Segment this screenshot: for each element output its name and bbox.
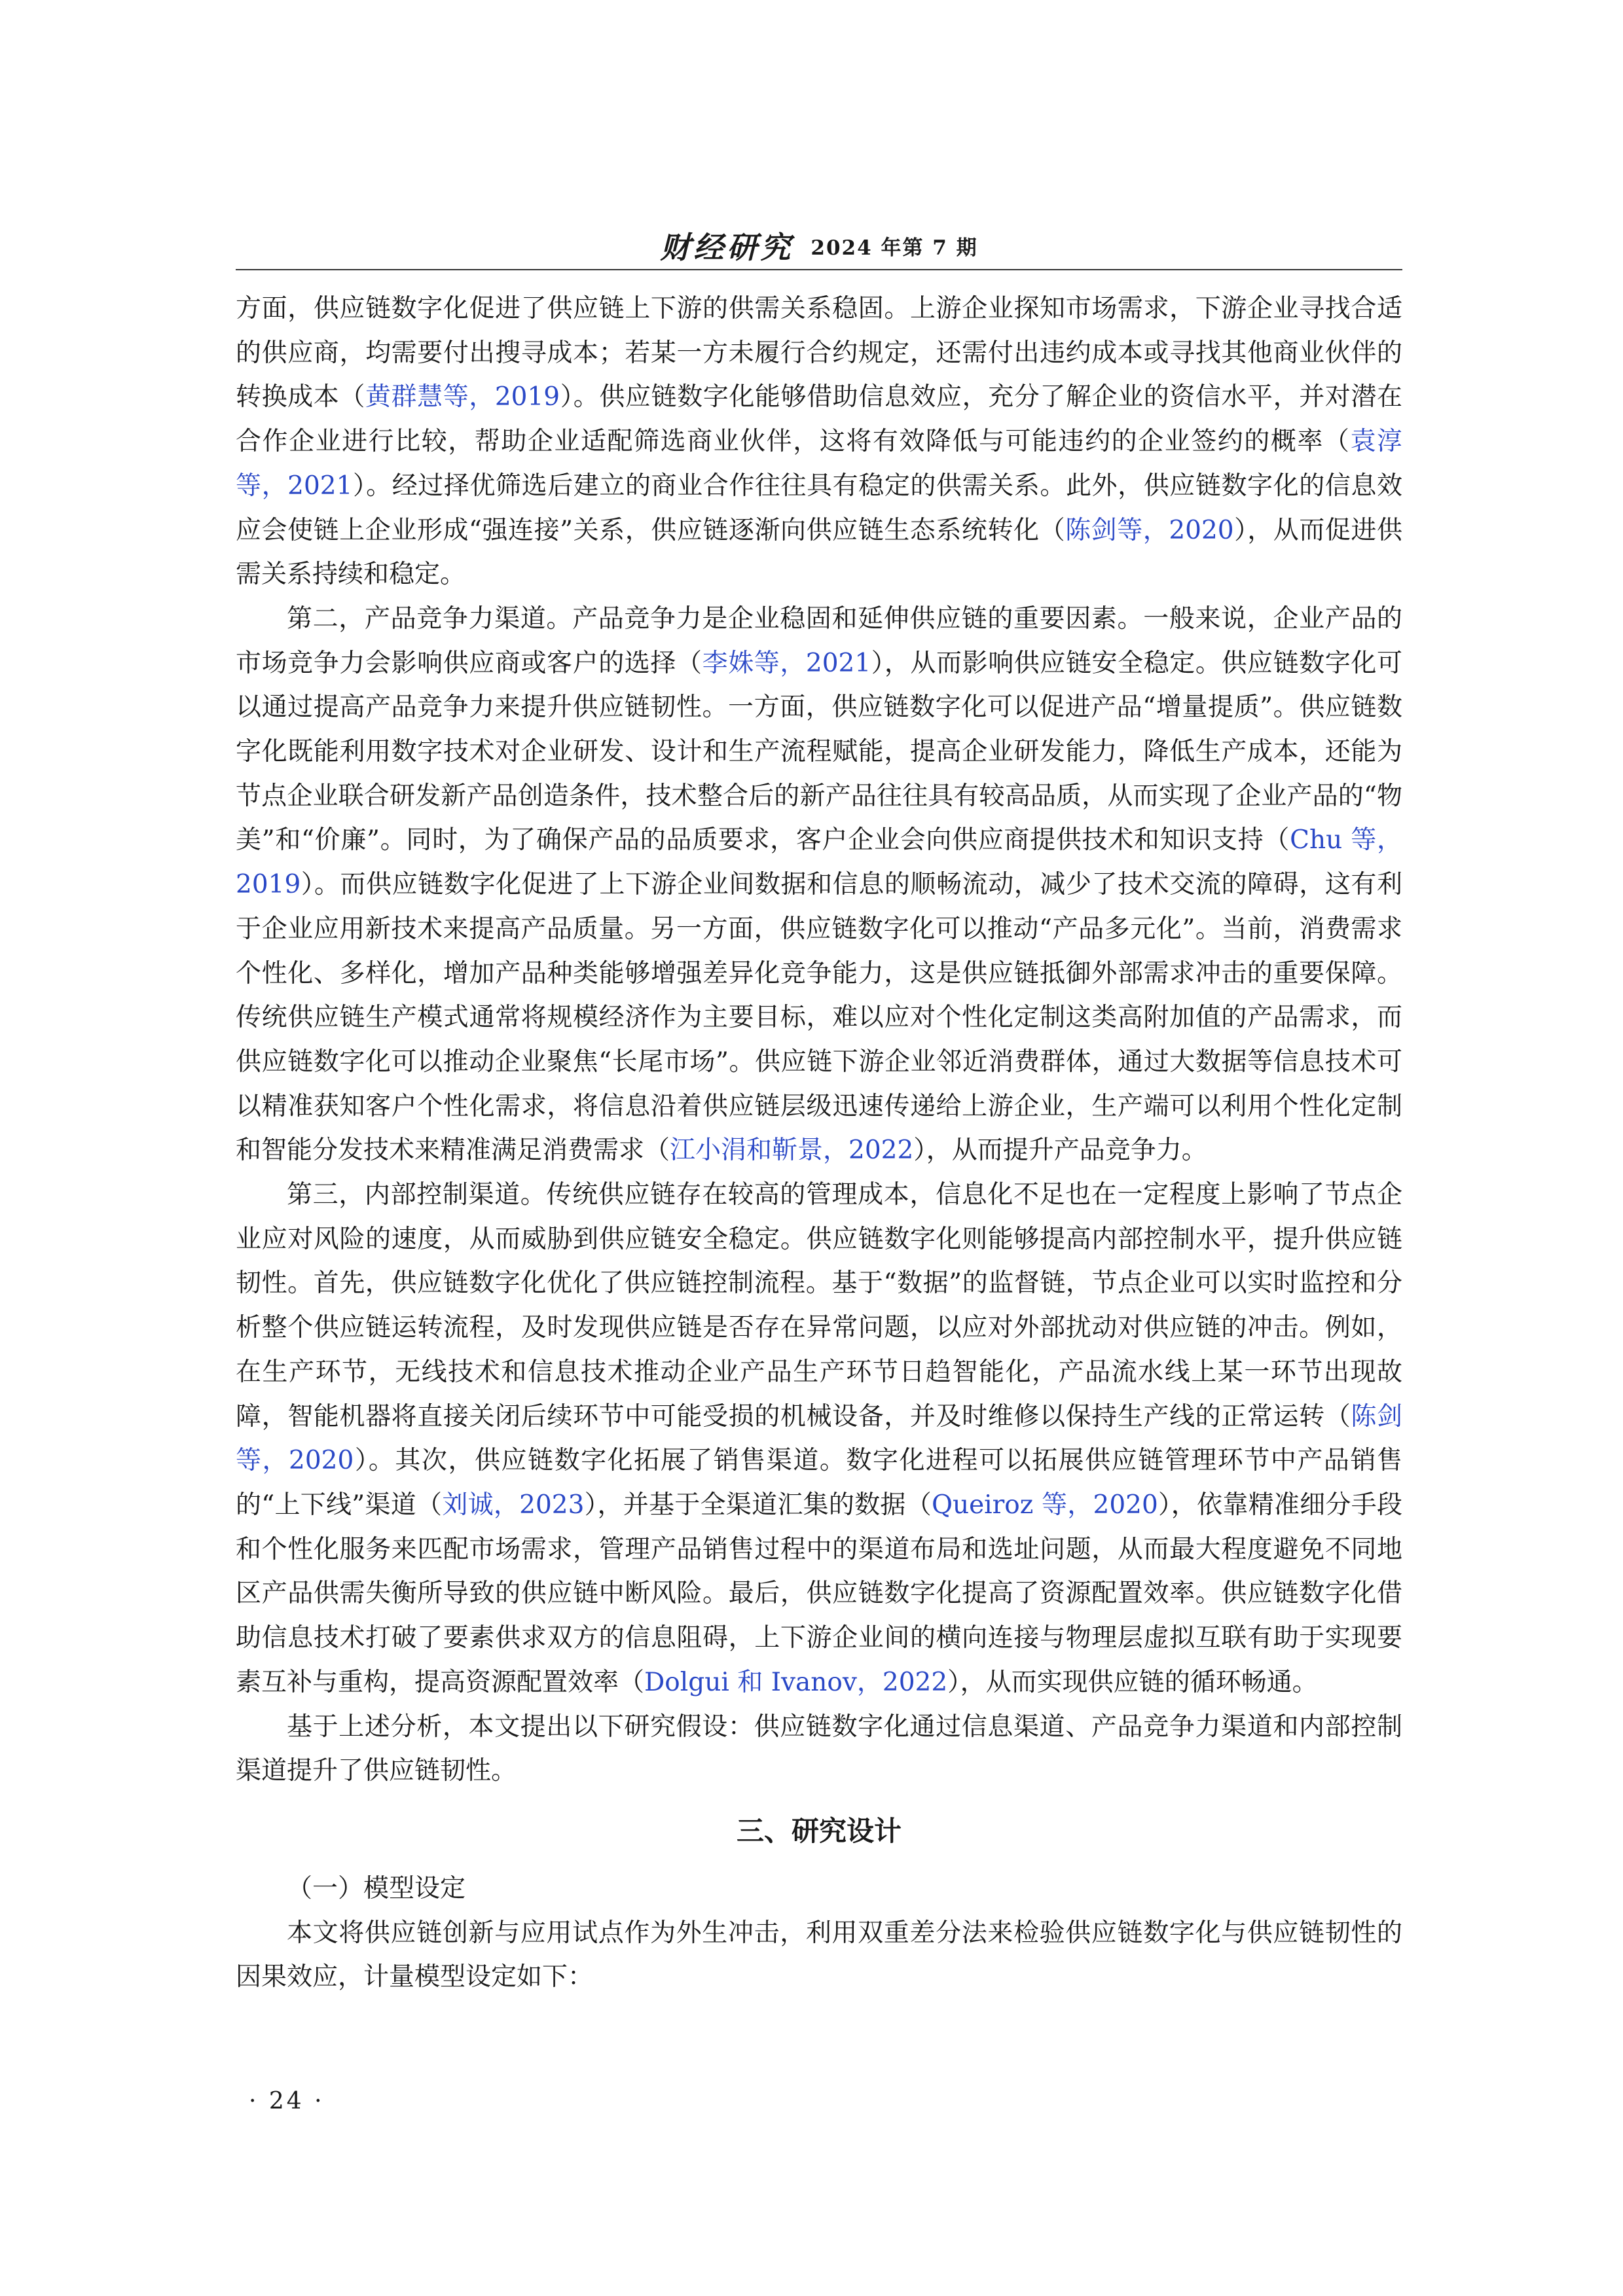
text-run: ），从而促进供需关系持续和稳定。: [236, 515, 1402, 590]
citation[interactable]: 黄群慧等，2019: [365, 382, 560, 412]
section-title: 三、研究设计: [736, 1814, 902, 1847]
page-number: · 24 ·: [249, 2088, 325, 2115]
text-run: ），从而影响供应链安全稳定。供应链数字化可以通过提高产品竞争力来提升供应链韧性。一方面，供应链数字化可以促进产品“增量提质”。供应链数字化既能利用数字技术对企业研发、设计和生产流程赋能，提高企业研发能力，降低生产成本，还能为节点企业联合研发新产品创造条件，技术整合后的新产品往往具有较高品质，从而实现了企业产品的“物美”和“价廉”。同时，为了确保产品的品质要求，客户企业会向供应商提供技术和知识支持（: [236, 648, 1402, 855]
paragraph: [236, 597, 1402, 1173]
citation[interactable]: Dolgui 和 Ivanov，2022: [644, 1667, 948, 1697]
text-run: ）。而供应链数字化促进了上下游企业间数据和信息的顺畅流动，减少了技术交流的障碍，这有利于企业应用新技术来提高产品质量。另一方面，供应链数字化可以推动“产品多元化”。当前，消费需求个性化、多样化，增加产品种类能够增强差异化竞争能力，这是供应链抵御外部需求冲击的重要保障。传统供应链生产模式通常将规模经济作为主要目标，难以应对个性化定制这类高附加值的产品需求，而供应链数字化可以推动企业聚焦“长尾市场”。供应链下游企业邻近消费群体，通过大数据等信息技术可以精准获知客户个性化需求，将信息沿着供应链层级迅速传递给上游企业，生产端可以利用个性化定制和智能分发技术来精准满足消费需求（: [236, 870, 1402, 1166]
paragraph: 本文将供应链创新与应用试点作为外生冲击，利用双重差分法来检验供应链数字化与供应链韧性的因果效应，计量模型设定如下：: [236, 1918, 1402, 1992]
text-run: ）。经过择优筛选后建立的商业合作往往具有稳定的供需关系。此外，供应链数字化的信息效应会使链上企业形成“强连接”关系，供应链逐渐向供应链生态系统转化（: [236, 471, 1402, 545]
text-run: 基于上述分析，本文提出以下研究假设：供应链数字化通过信息渠道、产品竞争力渠道和内部控制渠道提升了供应链韧性。: [236, 1712, 1402, 1786]
text-run: ），从而提升产品竞争力。: [913, 1136, 1207, 1166]
citation[interactable]: 江小涓和靳景，2022: [670, 1136, 914, 1166]
text-run: 第二，产品竞争力渠道。产品竞争力是企业稳固和延伸供应链的重要因素。一般来说，企业产品的市场竞争力会影响供应商或客户的选择（: [236, 603, 1402, 678]
text-run: ），依靠精准细分手段和个性化服务来匹配市场需求，管理产品销售过程中的渠道布局和选址问题，从而最大程度避免不同地区产品供需失衡所导致的供应链中断风险。最后，供应链数字化提高了资源配置效率。供应链数字化借助信息技术打破了要素供求双方的信息阻碍，上下游企业间的横向连接与物理层虚拟互联有助于实现要素互补与重构，提高资源配置效率（: [236, 1490, 1402, 1697]
text-run: ）。供应链数字化能够借助信息效应，充分了解企业的资信水平，并对潜在合作企业进行比较，帮助企业适配筛选商业伙伴，这将有效降低与可能违约的企业签约的概率（: [236, 382, 1402, 457]
main-text: [236, 287, 1402, 2000]
text-run: ），从而实现供应链的循环畅通。: [947, 1667, 1318, 1697]
header-rule: [236, 269, 1402, 270]
citation[interactable]: 袁淳等，2021: [236, 427, 1402, 501]
running-header: [236, 219, 1402, 272]
issue-number: 2024 年第 7 期: [811, 236, 978, 260]
paragraph: [236, 1705, 1402, 1793]
paragraph: [236, 1173, 1402, 1704]
citation[interactable]: 李姝等，2021: [702, 648, 871, 678]
citation[interactable]: Queiroz 等，2020: [931, 1490, 1158, 1520]
citation[interactable]: 陈剑等，2020: [1065, 515, 1234, 545]
text-run: ）。其次，供应链数字化拓展了销售渠道。数字化进程可以拓展供应链管理环节中产品销售的“上下线”渠道（: [236, 1446, 1402, 1520]
subsection-title: （一）模型设定: [287, 1873, 466, 1903]
text-run: 方面，供应链数字化促进了供应链上下游的供需关系稳固。上游企业探知市场需求，下游企业寻找合适的供应商，均需要付出搜寻成本；若某一方未履行合约规定，还需付出违约成本或寻找其他商业伙伴的转换成本（: [236, 294, 1402, 412]
citation[interactable]: 刘诚，2023: [442, 1490, 585, 1520]
citation[interactable]: 陈剑等，2020: [236, 1401, 1402, 1476]
journal-name: 财经研究: [660, 230, 794, 265]
citation[interactable]: Chu 等，2019: [236, 825, 1402, 900]
text-run: ），并基于全渠道汇集的数据（: [584, 1490, 932, 1520]
text-run: 第三，内部控制渠道。传统供应链存在较高的管理成本，信息化不足也在一定程度上影响了节点企业应对风险的速度，从而威胁到供应链安全稳定。供应链数字化则能够提高内部控制水平，提升供应链韧性。首先，供应链数字化优化了供应链控制流程。基于“数据”的监督链，节点企业可以实时监控和分析整个供应链运转流程，及时发现供应链是否存在异常问题，以应对外部扰动对供应链的冲击。例如，在生产环节，无线技术和信息技术推动企业产品生产环节日趋智能化，产品流水线上某一环节出现故障，智能机器将直接关闭后续环节中可能受损的机械设备，并及时维修以保持生产线的正常运转（: [236, 1180, 1402, 1431]
paragraph: [236, 287, 1402, 597]
